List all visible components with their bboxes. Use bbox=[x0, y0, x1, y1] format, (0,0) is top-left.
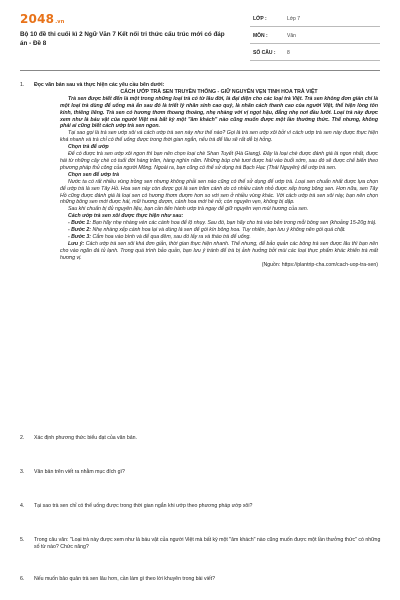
step-text: Bạn hãy nhẹ nhàng vén các cánh hoa để lộ nhụy. Sau đó, bạn hãy cho trà vào bên trong mỗi bông sen (khoảng 15-20g trà). bbox=[91, 220, 377, 227]
question-2 bbox=[20, 435, 382, 442]
note-label: Lưu ý: bbox=[68, 240, 85, 247]
header-divider bbox=[20, 70, 380, 71]
question-number: 2. bbox=[20, 435, 25, 441]
question-number: 5. bbox=[20, 537, 25, 543]
step-text: Nhẹ nhàng xếp cánh hoa lại và dùng lá sen để gói kín bông hoa. Tuy nhiên, bạn lưu ý không nên gói quá chặt. bbox=[91, 227, 346, 234]
question-text: Trong câu văn: "Loại trà này được xem như là báu vật của người Việt mà bất kỳ một "âm khách" nào cũng muốn được một lần thưởng thức" có những số từ nào? Chức năng? bbox=[34, 537, 381, 550]
reading-passage bbox=[60, 89, 378, 269]
question-number: 4. bbox=[20, 503, 25, 509]
passage-subheading: Chọn sen để ướp trà bbox=[68, 171, 119, 178]
meta-subject-label: MÔN : bbox=[253, 33, 268, 39]
step-text: Cắm hoa vào bình và để qua đêm, sau đó lấy ra và tháo trà để uống. bbox=[91, 233, 251, 240]
passage-paragraph: Tại sao gọi là trà sen ướp xôi và cách ướp trà sen này như thế nào? Gọi là trà sen ướp xôi bởi vì cách ướp trà sen này được thực hiện khá nhanh và trà chỉ có thể uống được trong thời gian ngắn, nếu trà để lâu sẽ rất dễ bị hỏng. bbox=[60, 130, 378, 144]
passage-subheading: Chọn trà để ướp bbox=[68, 144, 109, 151]
logo-suffix: .vn bbox=[55, 19, 65, 25]
passage-source: (Nguồn: https://plantrip-cha.com/cach-uop-tra-sen) bbox=[261, 261, 378, 268]
passage-subheading: Cách ướp trà sen xôi được thực hiện như sau: bbox=[68, 213, 184, 220]
question-text: Tại sao trà sen chỉ có thể uống được trong thời gian ngắn khi ướp theo phương pháp ướp xôi? bbox=[34, 503, 253, 509]
meta-class-value: Lớp 7 bbox=[287, 16, 301, 22]
logo-text: 2048 bbox=[20, 12, 55, 26]
passage-note bbox=[60, 241, 378, 262]
passage-paragraph: Để có được trà sen ướp xôi ngon thì bạn nên chọn loại chè Shan Tuyết (Hà Giang). Đây là loại chè được đánh giá là ngon nhất, được hái từ những cây chè có tuổi đời hàng trăm, hàng nghìn năm. Những búp chè tươi được hái vào buổi sớm, sau đó sẽ được chế biến theo phương pháp thủ công của người Mông. Ngoài ra, bạn cũng có thể sử dụng trà Bạch Hạc (Thái Nguyên) để ướp trà sen. bbox=[60, 151, 378, 171]
question-3 bbox=[20, 469, 382, 476]
passage-heading: CÁCH ƯỚP TRÀ SEN TRUYỀN THỐNG - GIỮ NGUYÊN VẸN TINH HOA TRÀ VIỆT bbox=[120, 88, 318, 95]
question-instruction: Đọc văn bản sau và thực hiện các yêu cầu bên dưới: bbox=[34, 82, 165, 88]
meta-count-label: SỐ CÂU : bbox=[253, 50, 276, 56]
meta-row-class bbox=[250, 12, 380, 27]
question-1 bbox=[20, 82, 382, 268]
passage-step bbox=[60, 234, 378, 241]
question-number: 3. bbox=[20, 469, 25, 475]
question-text: Văn bản trên viết ra nhằm mục đích gì? bbox=[34, 469, 125, 475]
meta-row-subject bbox=[250, 29, 380, 44]
step-label: - Bước 1: bbox=[68, 220, 92, 227]
question-text: Nếu muốn bảo quản trà sen lâu hơn, cần làm gì theo lời khuyên trong bài viết? bbox=[34, 576, 215, 582]
question-number: 6. bbox=[20, 576, 25, 582]
passage-step bbox=[60, 220, 378, 227]
question-6 bbox=[20, 576, 382, 583]
question-text: Xác định phương thức biểu đạt của văn bản. bbox=[34, 435, 137, 441]
meta-count-value: 8 bbox=[287, 50, 290, 56]
question-number: 1. bbox=[20, 82, 25, 88]
passage-paragraph: Trà sen được biết đến là một trong những loại trà có từ lâu đời, là đại diện cho các loại trà Việt. Trà sen không đơn giản chỉ là một loại trà dùng để uống mà ẩn sau đó là triết lý nhân sinh cao quý, là nhân cách thanh cao của người Việt, thể hiện lòng tôn kính, thiêng liêng. Trà sen có hương thơm thoang thoảng, nhẹ nhàng với vị ngọt hậu, đắng nhẹ nơi đầu lưỡi. Loại trà này được xem như là báu vật của người Việt mà bất kỳ một "âm khách" nào cũng muốn được một lần thưởng thức. Thế nhưng, không phải ai cũng biết cách ướp trà sen ngon. bbox=[60, 95, 378, 130]
passage-paragraph: Sau khi chuẩn bị đủ nguyên liệu, bạn cần tiến hành ướp trà ngay để giữ nguyên vẹn mùi hương của sen. bbox=[68, 206, 309, 213]
meta-subject-value: Văn bbox=[287, 33, 296, 39]
step-label: - Bước 2: bbox=[68, 227, 92, 234]
question-5 bbox=[20, 537, 382, 551]
passage-paragraph: Nước ta có rất nhiều vùng trồng sen nhưng không phải sen nào cũng có thể sử dụng để ướp trà. Loại sen chuẩn nhất được lựa chọn để ướp trà là sen Tây Hồ. Hoa sen này còn được gọi là sen trăm cánh do có nhiều cánh nhỏ được xếp trong bông sen. Hơn nữa, sen Tây Hồ cũng được đánh giá là loại sen có hương thơm đượm hơn so với sen ở nhiều vùng khác. Với cách ướp trà sen xôi này, bạn nên chọn những bông sen mới được hái, mũi hương đượm, cánh hoa mới hé nở, còn nguyên vẹn, không bị dập. bbox=[60, 178, 378, 206]
note-text: Cách ướp trà sen xôi khá đơn giản, thời gian thực hiện nhanh. Thế nhưng, để bảo quản các bông trà sen được lâu thì bạn nên cho vào ngăn đá tủ lạnh. Trong quá trình bảo quản, bạn lưu ý tránh để trà bị ảnh hưởng bởi mùi các loại thực phẩm khác khiến trà mất hương vị. bbox=[60, 240, 378, 261]
meta-class-label: LỚP : bbox=[253, 16, 267, 22]
question-4 bbox=[20, 503, 382, 510]
passage-step bbox=[60, 227, 378, 234]
document-title: Bộ 10 đề thi cuối kì 2 Ngữ Văn 7 Kết nối tri thức cấu trúc mới có đáp án - Đề 8 bbox=[20, 31, 225, 47]
step-label: - Bước 3: bbox=[68, 233, 92, 240]
site-logo[interactable] bbox=[20, 12, 65, 26]
meta-row-count bbox=[250, 46, 380, 61]
meta-box bbox=[250, 12, 380, 63]
question-body bbox=[34, 82, 382, 89]
